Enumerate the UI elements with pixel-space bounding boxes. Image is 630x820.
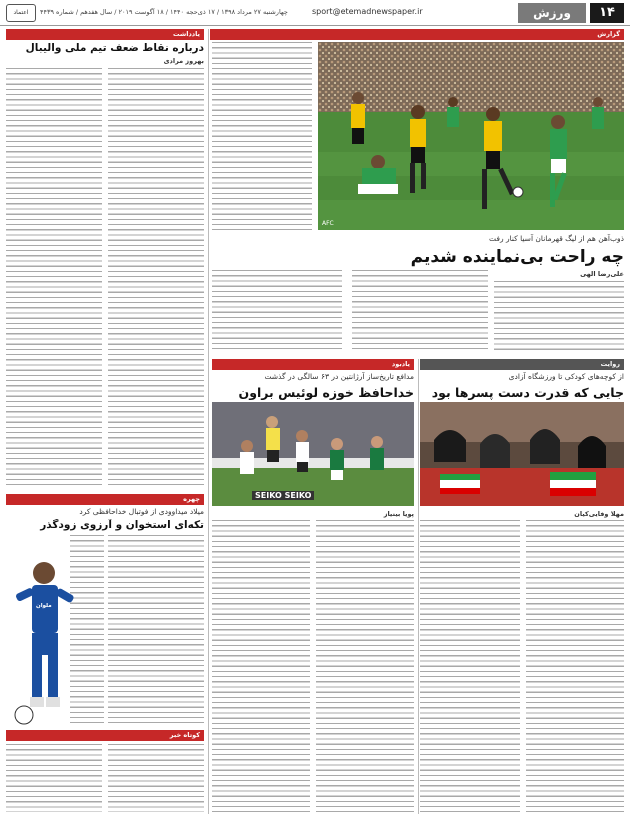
photo-credit: AFC xyxy=(322,220,334,227)
lead-body-column-2 xyxy=(494,281,624,353)
story4-headline: درباره نقاط ضعف تیم ملی والیبال xyxy=(25,42,204,54)
story4-body-column-1 xyxy=(108,68,204,488)
story6-tag: کوتاه خبر xyxy=(6,730,204,741)
story3-body-column-2 xyxy=(212,520,310,812)
story2-body-column-2 xyxy=(420,520,520,812)
page-header xyxy=(0,0,630,26)
lead-body-column-1 xyxy=(212,42,312,230)
lead-photo xyxy=(318,42,624,230)
story4-byline: بهروز مرادی xyxy=(163,57,204,65)
section-title: ورزش xyxy=(518,3,586,23)
story6-body-column-2 xyxy=(6,744,102,812)
jersey-text: ملوان xyxy=(36,603,52,609)
story5-body-column-1 xyxy=(108,535,204,723)
stadium-board-text: SEIKO SEIKO xyxy=(252,491,314,500)
lead-byline: علی‌رضا الهی xyxy=(580,270,624,278)
date-line: چهارشنبه ۲۷ مرداد ۱۳۹۸ / ۱۷ ذی‌حجه ۱۴۴۰ / ۱۸ آگوست ۲۰۱۹ / سال هفدهم / شماره ۴۴۳۹ xyxy=(40,8,288,16)
column-divider xyxy=(208,29,209,814)
story5-kicker: میلاد میداوودی از فوتبال خداحافظی کرد xyxy=(79,507,204,516)
website-address[interactable]: sport@etemadnewspaper.ir xyxy=(312,7,423,16)
story3-headline: خداحافظ خوزه لوئیس براون xyxy=(238,385,414,400)
story3-kicker: مدافع تاریخ‌ساز آرژانتین در ۶۳ سالگی در گذشت xyxy=(264,372,414,381)
story3-body-column-1 xyxy=(316,520,414,812)
story3-byline: پویا بینیاز xyxy=(383,510,414,518)
story2-byline: مهلا وفایی‌کیان xyxy=(574,510,624,518)
page-number: ۱۴ xyxy=(590,3,624,23)
lead-tag: گزارش xyxy=(210,29,624,40)
column-divider xyxy=(418,359,419,814)
story2-photo xyxy=(420,402,624,506)
story2-kicker: از کوچه‌های کودکی تا ورزشگاه آزادی xyxy=(508,372,624,381)
lead-body-column-4 xyxy=(212,270,342,353)
story3-tag: یادبود xyxy=(212,359,414,370)
story5-player-photo xyxy=(4,555,80,725)
story3-photo xyxy=(212,402,414,506)
lead-headline: چه راحت بی‌نماینده شدیم xyxy=(410,247,624,267)
story6-body-column-1 xyxy=(108,744,204,812)
story2-body-column-1 xyxy=(526,520,624,812)
lead-body-column-3 xyxy=(352,270,488,353)
story5-headline: تکه‌ای استخوان و آرزوی زودگذر xyxy=(40,519,204,531)
story2-tag: روایت xyxy=(420,359,624,370)
newspaper-logo: اعتماد xyxy=(6,4,36,22)
story5-tag: چهره xyxy=(6,494,204,505)
story2-headline: جایی که قدرت دست پسرها بود xyxy=(431,385,624,400)
lead-kicker: ذوب‌آهن هم از لیگ قهرمانان آسیا کنار رفت xyxy=(489,234,624,243)
story4-tag: یادداشت xyxy=(6,29,204,40)
story4-body-column-2 xyxy=(6,68,102,488)
